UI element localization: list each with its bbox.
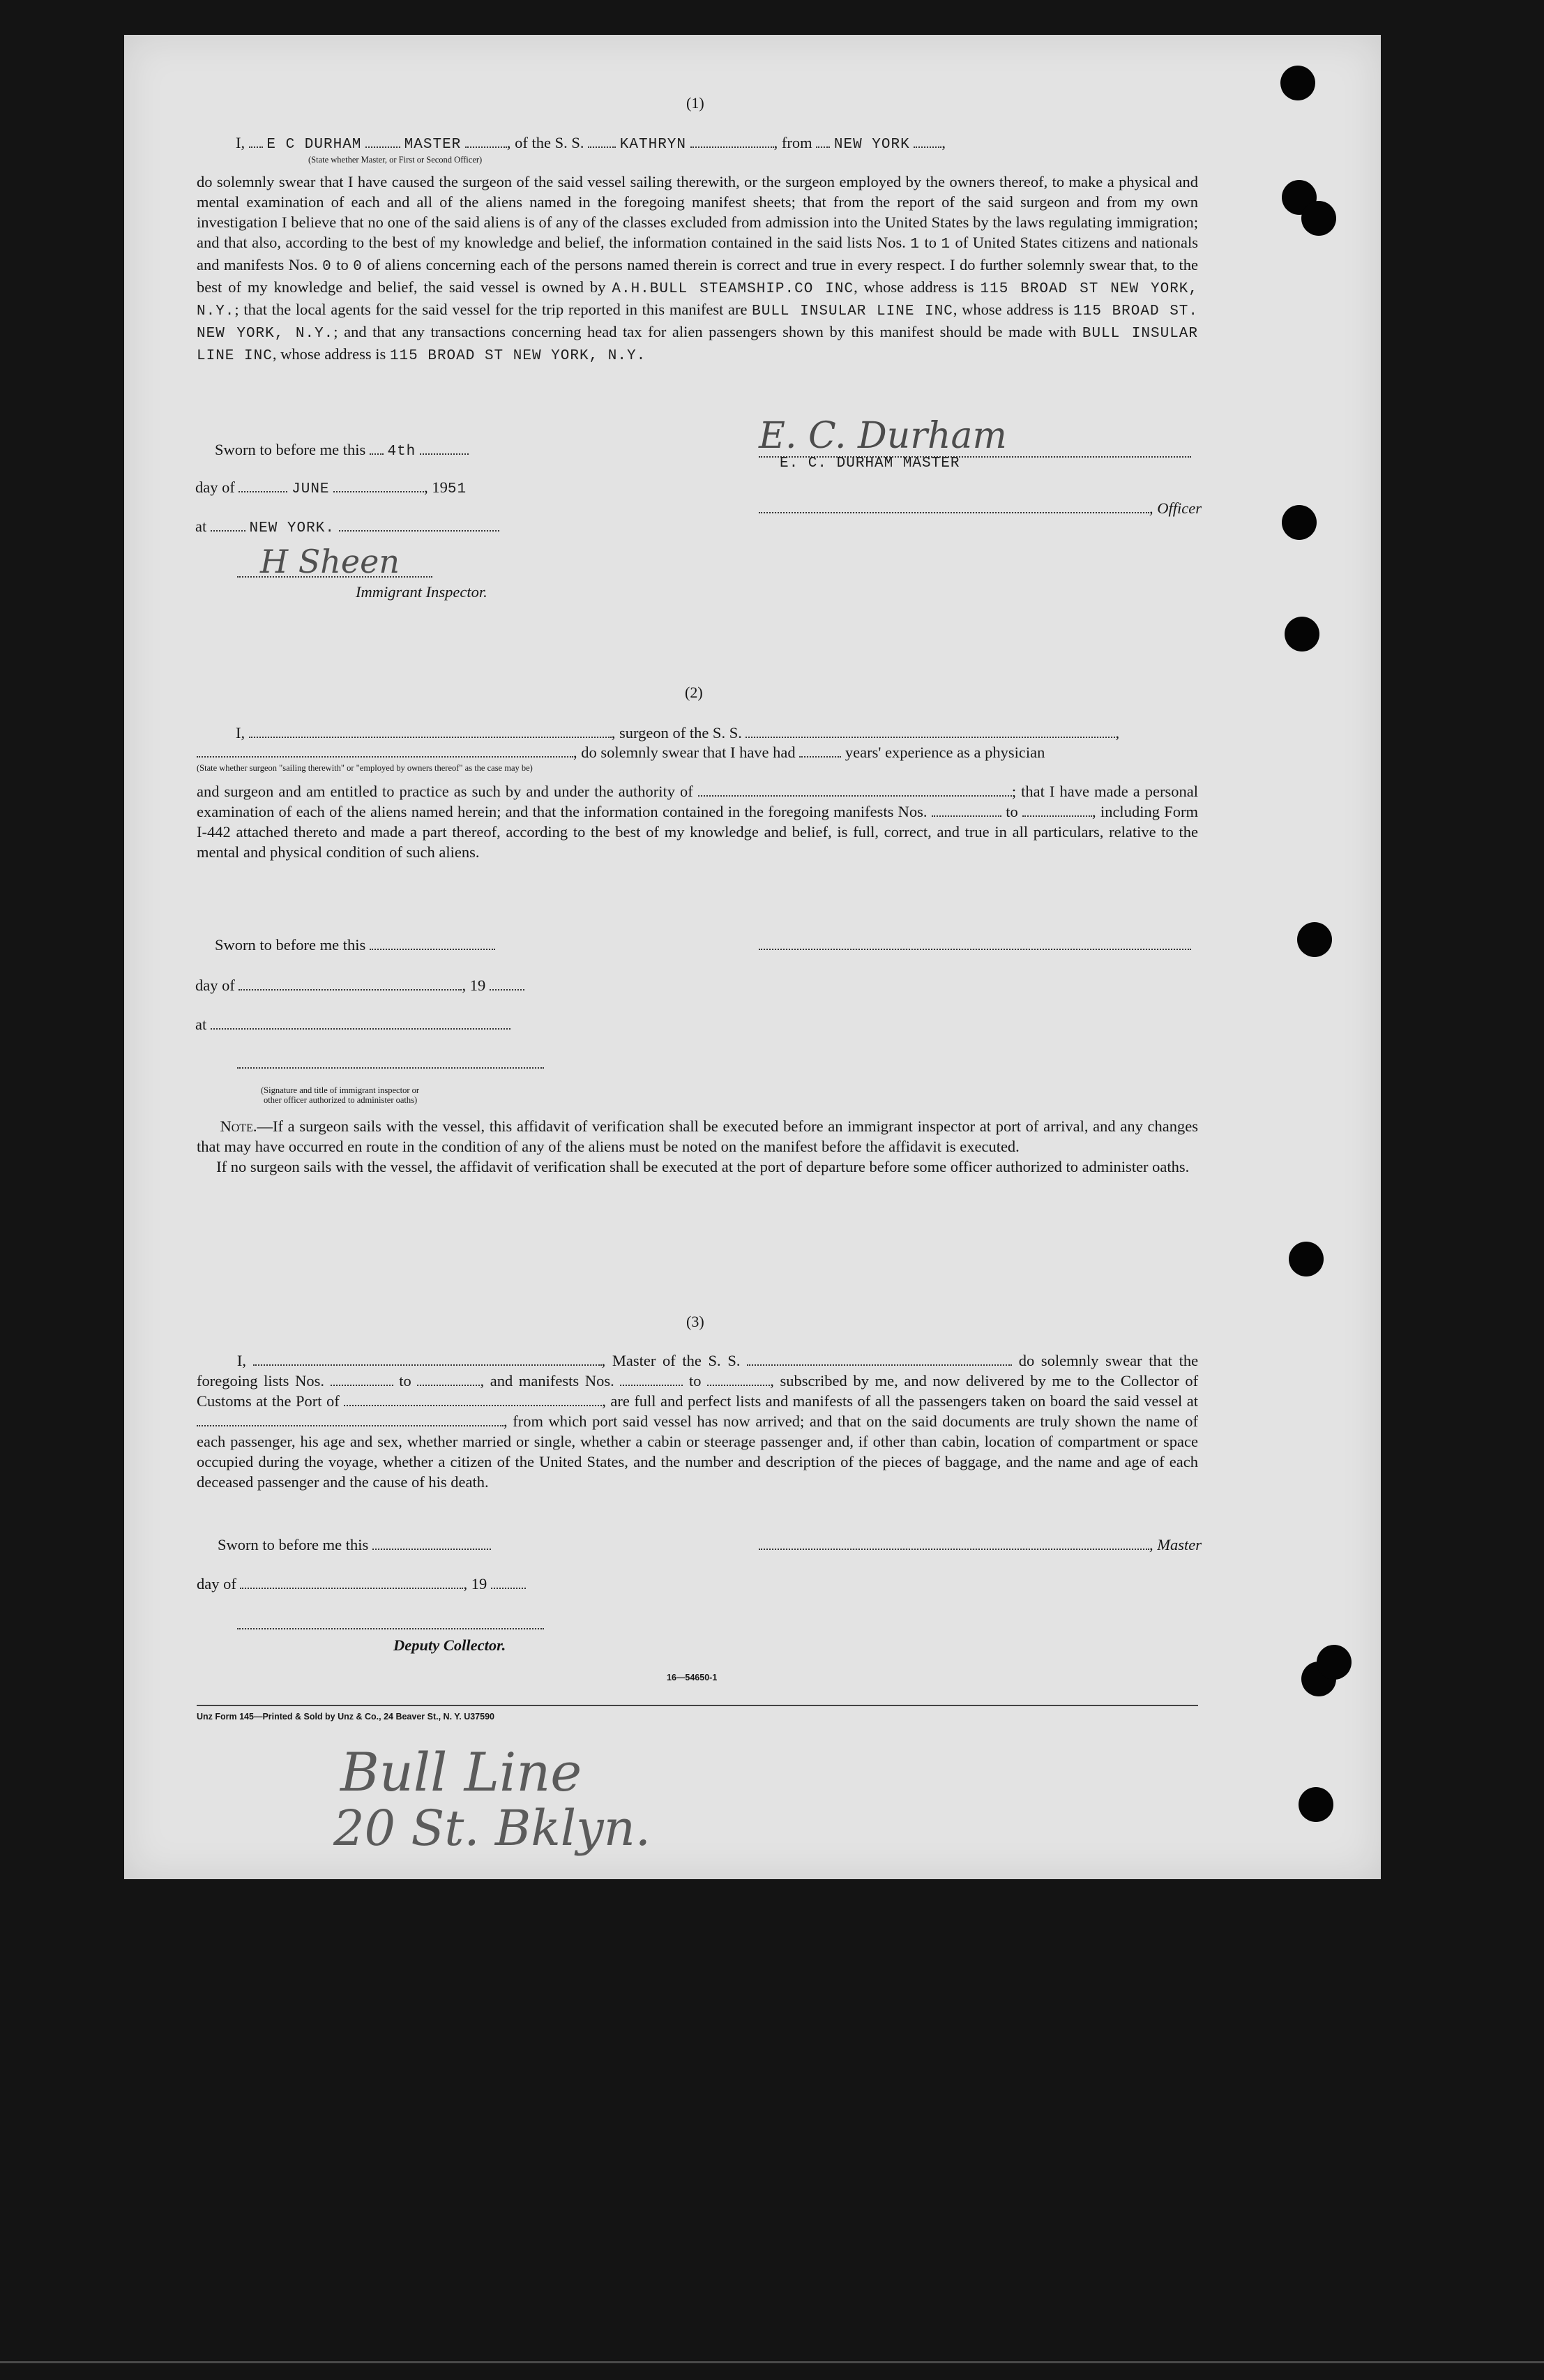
year-prefix: , 19 (424, 479, 448, 496)
of-ss-label: , of the S. S. (506, 134, 584, 151)
surgeon-of-ss-label: , surgeon of the S. S. (611, 724, 742, 741)
surgeon-note: (State whether surgeon "sailing therewith" or "employed by owners thereof" as the case may be) (197, 763, 533, 773)
solemnly-label: do solemnly (1018, 1352, 1099, 1369)
day-of-line-3 (197, 1574, 526, 1594)
master-text-2: delivered by me to the Collector of Customs at the Port of (197, 1372, 1199, 1410)
master-to-label: to (399, 1372, 411, 1389)
surgeon-text-b: that I have made a personal examination of each of the aliens named herein; and that the information contained in the foregoing manifests Nos. (197, 783, 1199, 820)
inspector-dotline (237, 562, 432, 582)
master-text-1: swear that the foregoing lists Nos. (197, 1352, 1199, 1389)
years-experience-text: years' experience as a physician (845, 744, 1045, 761)
punch-hole (1297, 922, 1332, 957)
i-label-2: I, (236, 724, 245, 741)
signature-note-1: (Signature and title of immigrant inspector or (261, 1085, 420, 1095)
surgeon-sign-dotline (759, 935, 1191, 955)
oath-text-8: , whose address is (272, 345, 386, 363)
sworn-line-2 (215, 935, 495, 955)
day-of-label-3: day of (197, 1575, 236, 1592)
local-agents: BULL INSULAR LINE INC (752, 303, 953, 319)
agents-address: 115 BROAD ST. NEW YORK, N.Y. (197, 303, 1199, 342)
year-prefix-2: , 19 (462, 977, 486, 994)
officer-line (759, 498, 1202, 518)
master-label: , Master (1149, 1536, 1202, 1553)
section-1-oath-paragraph (197, 172, 1198, 366)
manifests-from: 0 (322, 259, 332, 275)
section-2-line-2 (197, 742, 1045, 762)
manifests-to: 0 (353, 259, 363, 275)
surgeon-to-label: to (1006, 803, 1018, 820)
sworn-line-1 (215, 439, 469, 462)
at-label-2: at (195, 1016, 207, 1033)
oath-text-1: do solemnly swear that I have caused the surgeon of the said vessel sailing therewith, or the surgeon employed by the owners thereof, to make a physical and mental examination of each and all of the aliens named in the foregoing manifest sheets; that from the report of the said surgeon and from my own investigation I believe that no one of the said aliens is of any of the classes excluded from admission into the United States by the laws regulating immigration; and that also, according to the best of my knowledge and belief, the information contained in the said lists Nos. (197, 173, 1198, 251)
surgeon-text-c: , including Form I-442 attached thereto and made a part thereof, according to the best of my knowledge and belief, is full, correct, and true in all particulars, relative to the mental and physical condition of such aliens. (197, 803, 1199, 861)
master-to-label-2: to (689, 1372, 702, 1389)
sworn-line-3 (218, 1535, 491, 1555)
officer-typed-name: E. C. DURHAM MASTER (780, 455, 960, 472)
rank-note: (State whether Master, or First or Second Officer) (308, 155, 483, 165)
master-text-3b: , from which (504, 1413, 587, 1430)
officer-name: E C DURHAM (266, 137, 362, 153)
vessel-name: KATHRYN (619, 137, 687, 153)
master-text-1b: , and manifests Nos. (480, 1372, 614, 1389)
i-label: I, (236, 134, 245, 151)
punch-hole (1317, 1645, 1352, 1680)
head-tax-party: BULL INSULAR LINE INC (197, 326, 1198, 364)
master-sign-line (759, 1535, 1202, 1555)
head-tax-address: 115 BROAD ST NEW YORK, N.Y. (389, 348, 646, 364)
section-2-note (197, 1116, 1198, 1177)
master-text-1c: , subscribed by me, and now (770, 1372, 960, 1389)
year-prefix-3: , 19 (463, 1575, 487, 1592)
officer-signature: E. C. Durham (759, 415, 1007, 457)
inspector-title: Immigrant Inspector. (356, 583, 487, 601)
owner-address: 115 BROAD ST NEW YORK, N.Y. (197, 281, 1199, 319)
oath-text-4: , whose address is (854, 278, 974, 296)
punch-hole (1282, 505, 1317, 540)
sworn-label-3: Sworn to before me this (218, 1536, 369, 1553)
surgeon-swear-text: , do solemnly swear that I have had (573, 744, 796, 761)
note-text: —If a surgeon sails with the vessel, this affidavit of verification shall be executed before an immigrant inspector at port of arrival, and any changes that may have occurred en route in the condition of any of the aliens must be noted on the manifest before the affidavit is executed. (197, 1117, 1198, 1155)
master-of-ss-label: , Master of the S. S. (601, 1352, 741, 1369)
handwritten-line-1: Bull Line (340, 1741, 582, 1803)
master-text-3: manifests of all the passengers taken on board the said vessel at (792, 1392, 1199, 1410)
oath-text-3: of aliens concerning each of the persons named therein is correct and true in every respect. I do further solemnly swear that, to the best of my knowledge and belief, the said vessel is owned by (197, 256, 1199, 296)
bottom-edge-line (0, 2361, 1544, 2363)
sworn-label-2: Sworn to before me this (215, 936, 366, 954)
printer-credit: Unz Form 145—Printed & Sold by Unz & Co., 24 Beaver St., N. Y. U37590 (197, 1712, 494, 1722)
sworn-label: Sworn to before me this (215, 441, 366, 458)
sworn-month: JUNE (292, 481, 330, 497)
to-label: to (924, 234, 937, 251)
witness-dotline (237, 1053, 544, 1074)
master-text-4: port said vessel has now arrived; and that on the said documents are truly shown the name of each passenger, his age and sex, whether married or single, whether a cabin or steerage passenger and, if other than cabin, location of compartment or space occupied during the voyage, whether a citizen of the United States, and the number and description of the pieces of baggage, and the name and age of each deceased passenger and the cause of his death. (197, 1413, 1198, 1491)
at-line-1 (195, 516, 499, 538)
note-label: Note. (220, 1117, 257, 1135)
oath-text-7: ; and that any transactions concerning head tax for alien passengers shown by this manifest should be made with (333, 323, 1077, 340)
lists-to: 1 (941, 236, 951, 253)
day-of-label: day of (195, 479, 235, 496)
section-2-number: (2) (685, 684, 703, 701)
day-of-line-2 (195, 975, 524, 995)
oath-text-6: , whose address is (953, 301, 1069, 318)
punch-hole (1280, 66, 1315, 100)
departure-port: NEW YORK (833, 137, 910, 153)
from-label: , from (773, 134, 812, 151)
punch-hole (1299, 1787, 1333, 1822)
to-label-2: to (336, 256, 349, 273)
surgeon-text-a: and surgeon and am entitled to practice as such by and under the authority of (197, 783, 693, 800)
form-code: 16—54650-1 (667, 1673, 718, 1682)
oath-text-2: of United States citizens and nationals and manifests Nos. (197, 234, 1199, 273)
handwritten-line-2: 20 St. Bklyn. (333, 1800, 651, 1857)
oath-text-5: ; that the local agents for the said vessel for the trip reported in this manifest are (234, 301, 748, 318)
footer-rule (197, 1705, 1198, 1706)
lists-from: 1 (910, 236, 921, 253)
inspector-signature: H Sheen (260, 543, 400, 580)
punch-hole (1285, 617, 1319, 652)
at-line-2 (195, 1014, 510, 1034)
section-3-number: (3) (686, 1313, 704, 1330)
day-of-label-2: day of (195, 977, 235, 994)
officer-rank: MASTER (404, 137, 462, 153)
note-text-2: If no surgeon sails with the vessel, the affidavit of verification shall be executed at the port of departure before some officer authorized to administer oaths. (216, 1158, 1190, 1175)
sworn-year: 51 (447, 481, 467, 497)
officer-label: , Officer (1149, 499, 1202, 517)
i-label-3: I, (236, 1352, 246, 1369)
vessel-owner: A.H.BULL STEAMSHIP.CO INC (612, 281, 854, 297)
section-3-paragraph (197, 1350, 1198, 1492)
section-2-line-1: I, , surgeon of the S. S. , (236, 724, 1120, 741)
section-1-header-line: I, E C DURHAM MASTER , of the S. S. KATHRYN , from NEW YORK , (236, 134, 946, 153)
signature-note-2: other officer authorized to administer oaths) (264, 1095, 418, 1105)
deputy-collector-title: Deputy Collector. (393, 1636, 506, 1654)
master-text-2b: , are full and perfect lists and (602, 1392, 789, 1410)
at-label: at (195, 518, 207, 535)
day-of-line-1 (195, 477, 467, 499)
sworn-place: NEW YORK. (249, 520, 335, 536)
punch-hole (1301, 201, 1336, 236)
section-1-number: (1) (686, 94, 704, 112)
punch-hole (1289, 1242, 1324, 1276)
collector-dotline (237, 1614, 544, 1634)
sworn-day: 4th (387, 444, 416, 460)
document-page (124, 35, 1381, 1879)
section-2-paragraph: and surgeon and am entitled to practice as such by and under the authority of ; that I have made a personal examination of each of the aliens named herein; and that the information contained in the foregoing manifests Nos. to , including Form I-442 attached thereto and made a part thereof, according to the best of my knowledge and belief, is full, correct, and true in all particulars, relative to the mental and physical condition of such aliens. (197, 783, 1199, 861)
